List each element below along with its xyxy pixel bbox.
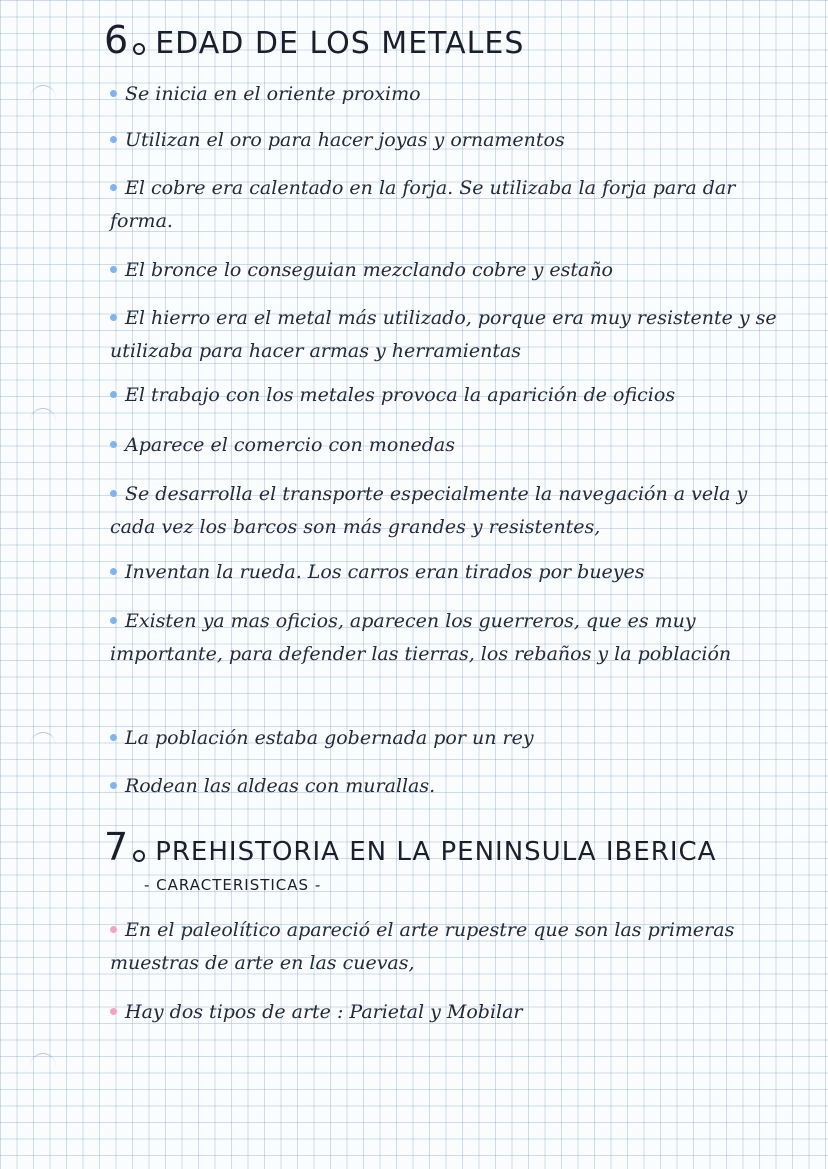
- list-item: Se desarrolla el transporte especialmente la navegación a vela y cada vez los barcos son más grandes y resistentes,: [110, 483, 748, 538]
- bullet-dot: [110, 568, 117, 575]
- bullet-dot: [110, 617, 117, 624]
- section-7-heading: [104, 825, 716, 869]
- binder-hole: [30, 85, 56, 112]
- list-item: Inventan la rueda. Los carros eran tirados por bueyes: [110, 556, 790, 589]
- binder-hole: [30, 1053, 56, 1080]
- bullet-dot: [110, 266, 117, 273]
- bullet-dot: [110, 441, 117, 448]
- list-item: El trabajo con los metales provoca la aparición de oficios: [110, 379, 790, 412]
- bullet-dot: [110, 490, 117, 497]
- list-item: Aparece el comercio con monedas: [110, 429, 790, 462]
- section-7-title: PREHISTORIA EN LA PENINSULA IBERICA: [155, 837, 717, 867]
- heading-dot: [133, 43, 145, 55]
- bullet-dot: [110, 1008, 117, 1015]
- bullet-dot: [110, 314, 117, 321]
- section-6-title: EDAD DE LOS METALES: [155, 26, 525, 61]
- list-item: Rodean las aldeas con murallas.: [110, 770, 790, 803]
- binder-hole: [30, 732, 56, 759]
- list-item: Hay dos tipos de arte : Parietal y Mobilar: [110, 996, 790, 1029]
- section-6-heading: [104, 18, 524, 62]
- section-6-number: 6: [104, 18, 130, 62]
- section-7-subtitle: - CARACTERISTICAS -: [144, 876, 322, 894]
- bullet-dot: [110, 926, 117, 933]
- bullet-dot: [110, 184, 117, 191]
- list-item: Utilizan el oro para hacer joyas y ornamentos: [110, 124, 790, 157]
- binder-hole: [30, 408, 56, 435]
- bullet-dot: [110, 734, 117, 741]
- bullet-dot: [110, 391, 117, 398]
- bullet-dot: [110, 90, 117, 97]
- list-item: Se inicia en el oriente proximo: [110, 78, 790, 111]
- list-item: Existen ya mas oficios, aparecen los guerreros, que es muy importante, para defender las tierras, los rebaños y la población: [110, 610, 732, 665]
- bullet-dot: [110, 782, 117, 789]
- list-item: El bronce lo conseguian mezclando cobre y estaño: [110, 254, 790, 287]
- list-item: El hierro era el metal más utilizado, porque era muy resistente y se utilizaba para hacer armas y herramientas: [110, 307, 777, 362]
- list-item: En el paleolítico apareció el arte rupestre que son las primeras muestras de arte en las cuevas,: [110, 919, 735, 974]
- list-item: La población estaba gobernada por un rey: [110, 722, 790, 755]
- list-item: El cobre era calentado en la forja. Se utilizaba la forja para dar forma.: [110, 177, 736, 232]
- section-7-number: 7: [104, 825, 130, 869]
- heading-dot: [133, 850, 145, 862]
- bullet-dot: [110, 136, 117, 143]
